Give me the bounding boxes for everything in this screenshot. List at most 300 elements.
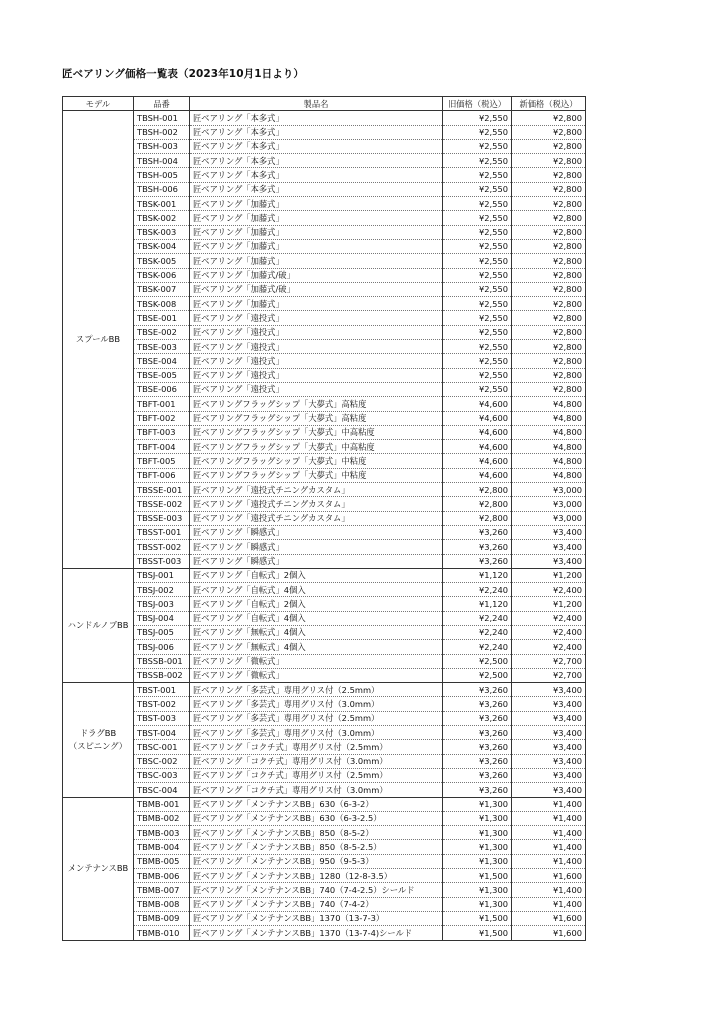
- product-name-cell: 匠ベアリングフラッグシップ「大夢式」中高粘度: [190, 440, 443, 454]
- product-name-cell: 匠ベアリング「加藤式」: [190, 254, 443, 268]
- table-row: [63, 168, 586, 182]
- product-code-cell: TBST-002: [134, 697, 190, 711]
- table-row: [63, 511, 586, 525]
- product-name-cell: 匠ベアリング「加藤式/破」: [190, 282, 443, 296]
- old-price-cell: ¥3,260: [443, 554, 512, 568]
- old-price-cell: ¥1,300: [443, 826, 512, 840]
- product-code-cell: TBSH-005: [134, 168, 190, 182]
- product-name-cell: 匠ベアリング「メンテナンスBB」850（8-5-2）: [190, 826, 443, 840]
- product-name-cell: 匠ベアリング「遠投式」: [190, 340, 443, 354]
- product-name-cell: 匠ベアリング「自転式」4個入: [190, 611, 443, 625]
- product-name-cell: 匠ベアリング「遠投式チニングカスタム」: [190, 483, 443, 497]
- old-price-cell: ¥2,240: [443, 625, 512, 639]
- product-code-cell: TBSK-005: [134, 254, 190, 268]
- product-code-cell: TBSH-006: [134, 182, 190, 196]
- table-row: [63, 368, 586, 382]
- new-price-cell: ¥2,800: [512, 340, 586, 354]
- product-code-cell: TBSE-001: [134, 311, 190, 325]
- new-price-cell: ¥3,400: [512, 540, 586, 554]
- product-code-cell: TBMB-007: [134, 883, 190, 897]
- price-table: [62, 96, 586, 941]
- old-price-cell: ¥2,550: [443, 254, 512, 268]
- new-price-cell: ¥2,800: [512, 282, 586, 296]
- product-name-cell: 匠ベアリング「多芸式」専用グリス付（3.0mm）: [190, 726, 443, 740]
- table-row: [63, 197, 586, 211]
- new-price-cell: ¥4,800: [512, 425, 586, 439]
- old-price-cell: ¥2,550: [443, 340, 512, 354]
- product-name-cell: 匠ベアリング「コクチ式」専用グリス付（3.0mm）: [190, 754, 443, 768]
- product-name-cell: 匠ベアリング「微転式」: [190, 668, 443, 682]
- old-price-cell: ¥2,550: [443, 197, 512, 211]
- product-name-cell: 匠ベアリング「遠投式」: [190, 382, 443, 396]
- product-code-cell: TBSSB-001: [134, 654, 190, 668]
- table-row: [63, 583, 586, 597]
- table-row: [63, 811, 586, 825]
- product-code-cell: TBSE-004: [134, 354, 190, 368]
- header-code: 品番: [134, 97, 190, 111]
- table-row: [63, 268, 586, 282]
- header-model: モデル: [63, 97, 134, 111]
- product-code-cell: TBFT-001: [134, 397, 190, 411]
- new-price-cell: ¥3,000: [512, 497, 586, 511]
- new-price-cell: ¥1,400: [512, 797, 586, 811]
- product-code-cell: TBSST-001: [134, 525, 190, 539]
- product-code-cell: TBSJ-005: [134, 625, 190, 639]
- product-name-cell: 匠ベアリング「遠投式チニングカスタム」: [190, 497, 443, 511]
- product-name-cell: 匠ベアリング「自転式」2個入: [190, 597, 443, 611]
- old-price-cell: ¥4,600: [443, 397, 512, 411]
- new-price-cell: ¥3,400: [512, 697, 586, 711]
- old-price-cell: ¥2,550: [443, 139, 512, 153]
- table-row: [63, 211, 586, 225]
- old-price-cell: ¥2,550: [443, 182, 512, 196]
- new-price-cell: ¥4,800: [512, 454, 586, 468]
- table-row: [63, 468, 586, 482]
- old-price-cell: ¥2,550: [443, 168, 512, 182]
- new-price-cell: ¥1,600: [512, 869, 586, 883]
- table-row: [63, 111, 586, 125]
- product-name-cell: 匠ベアリング「本多式」: [190, 168, 443, 182]
- old-price-cell: ¥1,300: [443, 811, 512, 825]
- table-row: [63, 854, 586, 868]
- new-price-cell: ¥2,400: [512, 611, 586, 625]
- new-price-cell: ¥2,800: [512, 354, 586, 368]
- product-name-cell: 匠ベアリング「メンテナンスBB」740（7-4-2.5）シールド: [190, 883, 443, 897]
- table-row: [63, 497, 586, 511]
- old-price-cell: ¥2,550: [443, 368, 512, 382]
- old-price-cell: ¥3,260: [443, 783, 512, 797]
- product-code-cell: TBFT-004: [134, 440, 190, 454]
- old-price-cell: ¥2,800: [443, 483, 512, 497]
- table-row: [63, 640, 586, 654]
- product-code-cell: TBSE-002: [134, 325, 190, 339]
- table-row: [63, 397, 586, 411]
- new-price-cell: ¥1,400: [512, 897, 586, 911]
- table-row: [63, 897, 586, 911]
- product-code-cell: TBMB-006: [134, 869, 190, 883]
- product-name-cell: 匠ベアリング「遠投式」: [190, 325, 443, 339]
- old-price-cell: ¥2,500: [443, 668, 512, 682]
- product-code-cell: TBSJ-003: [134, 597, 190, 611]
- old-price-cell: ¥1,500: [443, 869, 512, 883]
- new-price-cell: ¥2,800: [512, 182, 586, 196]
- product-name-cell: 匠ベアリング「メンテナンスBB」740（7-4-2）: [190, 897, 443, 911]
- new-price-cell: ¥2,800: [512, 382, 586, 396]
- table-row: [63, 711, 586, 725]
- table-row: [63, 683, 586, 697]
- header-new-price: 新価格（税込）: [512, 97, 586, 111]
- old-price-cell: ¥2,550: [443, 239, 512, 253]
- model-cell: スプールBB: [63, 111, 134, 569]
- old-price-cell: ¥2,550: [443, 154, 512, 168]
- table-row: [63, 225, 586, 239]
- table-row: [63, 826, 586, 840]
- table-row: [63, 797, 586, 811]
- product-code-cell: TBSE-006: [134, 382, 190, 396]
- new-price-cell: ¥2,800: [512, 225, 586, 239]
- new-price-cell: ¥2,400: [512, 583, 586, 597]
- table-row: [63, 425, 586, 439]
- product-name-cell: 匠ベアリング「無転式」4個入: [190, 640, 443, 654]
- product-name-cell: 匠ベアリングフラッグシップ「大夢式」中粘度: [190, 468, 443, 482]
- model-cell: ハンドルノブBB: [63, 568, 134, 682]
- old-price-cell: ¥2,550: [443, 354, 512, 368]
- new-price-cell: ¥2,800: [512, 311, 586, 325]
- new-price-cell: ¥3,400: [512, 783, 586, 797]
- old-price-cell: ¥3,260: [443, 697, 512, 711]
- table-row: [63, 325, 586, 339]
- new-price-cell: ¥1,600: [512, 911, 586, 925]
- product-code-cell: TBSSB-002: [134, 668, 190, 682]
- table-row: [63, 282, 586, 296]
- product-code-cell: TBSSE-003: [134, 511, 190, 525]
- old-price-cell: ¥2,550: [443, 125, 512, 139]
- product-name-cell: 匠ベアリング「無転式」4個入: [190, 625, 443, 639]
- new-price-cell: ¥4,800: [512, 440, 586, 454]
- table-row: [63, 568, 586, 582]
- table-row: [63, 869, 586, 883]
- new-price-cell: ¥3,400: [512, 711, 586, 725]
- product-code-cell: TBSK-008: [134, 297, 190, 311]
- new-price-cell: ¥1,600: [512, 926, 586, 940]
- product-name-cell: 匠ベアリング「遠投式」: [190, 368, 443, 382]
- old-price-cell: ¥4,600: [443, 454, 512, 468]
- new-price-cell: ¥3,400: [512, 768, 586, 782]
- new-price-cell: ¥2,400: [512, 640, 586, 654]
- product-code-cell: TBSC-003: [134, 768, 190, 782]
- product-code-cell: TBSST-003: [134, 554, 190, 568]
- product-code-cell: TBSK-001: [134, 197, 190, 211]
- new-price-cell: ¥3,400: [512, 683, 586, 697]
- new-price-cell: ¥2,800: [512, 197, 586, 211]
- product-code-cell: TBMB-003: [134, 826, 190, 840]
- table-row: [63, 411, 586, 425]
- product-name-cell: 匠ベアリング「自転式」2個入: [190, 568, 443, 582]
- new-price-cell: ¥2,800: [512, 254, 586, 268]
- product-code-cell: TBFT-003: [134, 425, 190, 439]
- old-price-cell: ¥2,550: [443, 282, 512, 296]
- new-price-cell: ¥4,800: [512, 468, 586, 482]
- table-row: [63, 625, 586, 639]
- table-row: [63, 154, 586, 168]
- table-row: [63, 525, 586, 539]
- old-price-cell: ¥3,260: [443, 711, 512, 725]
- new-price-cell: ¥2,800: [512, 368, 586, 382]
- table-row: [63, 354, 586, 368]
- product-code-cell: TBMB-008: [134, 897, 190, 911]
- table-row: [63, 254, 586, 268]
- table-row: [63, 139, 586, 153]
- old-price-cell: ¥3,260: [443, 683, 512, 697]
- old-price-cell: ¥2,240: [443, 611, 512, 625]
- new-price-cell: ¥1,400: [512, 826, 586, 840]
- product-code-cell: TBSJ-004: [134, 611, 190, 625]
- old-price-cell: ¥4,600: [443, 468, 512, 482]
- new-price-cell: ¥2,800: [512, 139, 586, 153]
- product-name-cell: 匠ベアリング「本多式」: [190, 111, 443, 125]
- product-code-cell: TBSK-006: [134, 268, 190, 282]
- product-code-cell: TBSSE-001: [134, 483, 190, 497]
- new-price-cell: ¥2,800: [512, 168, 586, 182]
- table-row: [63, 697, 586, 711]
- new-price-cell: ¥3,400: [512, 726, 586, 740]
- product-name-cell: 匠ベアリング「多芸式」専用グリス付（2.5mm）: [190, 683, 443, 697]
- table-row: [63, 911, 586, 925]
- table-row: [63, 340, 586, 354]
- table-row: [63, 454, 586, 468]
- model-label-line: （スピニング）: [68, 740, 128, 751]
- product-code-cell: TBSE-003: [134, 340, 190, 354]
- model-cell: [63, 683, 134, 797]
- header-product-name: 製品名: [190, 97, 443, 111]
- old-price-cell: ¥2,240: [443, 640, 512, 654]
- new-price-cell: ¥2,800: [512, 297, 586, 311]
- table-row: [63, 754, 586, 768]
- table-row: [63, 768, 586, 782]
- new-price-cell: ¥3,400: [512, 525, 586, 539]
- old-price-cell: ¥3,260: [443, 525, 512, 539]
- product-name-cell: 匠ベアリングフラッグシップ「大夢式」中高粘度: [190, 425, 443, 439]
- new-price-cell: ¥3,000: [512, 511, 586, 525]
- old-price-cell: ¥2,550: [443, 382, 512, 396]
- old-price-cell: ¥1,300: [443, 797, 512, 811]
- product-code-cell: TBFT-006: [134, 468, 190, 482]
- old-price-cell: ¥2,550: [443, 268, 512, 282]
- product-name-cell: 匠ベアリング「加藤式」: [190, 225, 443, 239]
- table-row: [63, 611, 586, 625]
- product-code-cell: TBSK-004: [134, 239, 190, 253]
- product-name-cell: 匠ベアリング「加藤式」: [190, 211, 443, 225]
- old-price-cell: ¥4,600: [443, 440, 512, 454]
- table-row: [63, 668, 586, 682]
- product-code-cell: TBFT-002: [134, 411, 190, 425]
- product-code-cell: TBSJ-002: [134, 583, 190, 597]
- product-name-cell: 匠ベアリング「メンテナンスBB」630（6-3-2.5）: [190, 811, 443, 825]
- new-price-cell: ¥2,800: [512, 325, 586, 339]
- new-price-cell: ¥2,800: [512, 125, 586, 139]
- table-row: [63, 740, 586, 754]
- table-row: [63, 311, 586, 325]
- new-price-cell: ¥2,800: [512, 239, 586, 253]
- product-name-cell: 匠ベアリング「メンテナンスBB」1280（12-8-3.5）: [190, 869, 443, 883]
- new-price-cell: ¥4,800: [512, 397, 586, 411]
- product-code-cell: TBSST-002: [134, 540, 190, 554]
- table-row: [63, 726, 586, 740]
- old-price-cell: ¥3,260: [443, 726, 512, 740]
- product-code-cell: TBSK-007: [134, 282, 190, 296]
- document-title: 匠ベアリング価格一覧表（2023年10月1日より）: [62, 68, 305, 80]
- table-row: [63, 540, 586, 554]
- old-price-cell: ¥4,600: [443, 425, 512, 439]
- product-code-cell: TBMB-001: [134, 797, 190, 811]
- product-code-cell: TBMB-005: [134, 854, 190, 868]
- product-name-cell: 匠ベアリング「メンテナンスBB」950（9-5-3）: [190, 854, 443, 868]
- product-name-cell: 匠ベアリング「本多式」: [190, 125, 443, 139]
- product-name-cell: 匠ベアリング「微転式」: [190, 654, 443, 668]
- new-price-cell: ¥2,800: [512, 154, 586, 168]
- product-name-cell: 匠ベアリング「メンテナンスBB」1370（13-7-3）: [190, 911, 443, 925]
- table-row: [63, 840, 586, 854]
- table-row: [63, 239, 586, 253]
- product-name-cell: 匠ベアリング「瞬感式」: [190, 540, 443, 554]
- new-price-cell: ¥3,400: [512, 554, 586, 568]
- product-code-cell: TBSK-002: [134, 211, 190, 225]
- product-code-cell: TBSK-003: [134, 225, 190, 239]
- old-price-cell: ¥2,550: [443, 311, 512, 325]
- product-code-cell: TBSSE-002: [134, 497, 190, 511]
- product-name-cell: 匠ベアリング「多芸式」専用グリス付（3.0mm）: [190, 697, 443, 711]
- new-price-cell: ¥2,400: [512, 625, 586, 639]
- product-code-cell: TBMB-010: [134, 926, 190, 940]
- table-row: [63, 382, 586, 396]
- table-row: [63, 297, 586, 311]
- product-code-cell: TBSJ-006: [134, 640, 190, 654]
- product-code-cell: TBMB-002: [134, 811, 190, 825]
- product-name-cell: 匠ベアリング「遠投式」: [190, 354, 443, 368]
- old-price-cell: ¥1,500: [443, 911, 512, 925]
- table-row: [63, 883, 586, 897]
- product-name-cell: 匠ベアリング「本多式」: [190, 139, 443, 153]
- old-price-cell: ¥1,120: [443, 568, 512, 582]
- product-name-cell: 匠ベアリングフラッグシップ「大夢式」高粘度: [190, 411, 443, 425]
- old-price-cell: ¥2,550: [443, 225, 512, 239]
- table-row: [63, 597, 586, 611]
- product-name-cell: 匠ベアリング「加藤式」: [190, 239, 443, 253]
- header-row: [63, 97, 586, 111]
- product-code-cell: TBMB-009: [134, 911, 190, 925]
- new-price-cell: ¥3,400: [512, 754, 586, 768]
- new-price-cell: ¥1,400: [512, 854, 586, 868]
- old-price-cell: ¥1,120: [443, 597, 512, 611]
- old-price-cell: ¥1,300: [443, 840, 512, 854]
- product-code-cell: TBSC-002: [134, 754, 190, 768]
- new-price-cell: ¥3,000: [512, 483, 586, 497]
- product-name-cell: 匠ベアリング「遠投式チニングカスタム」: [190, 511, 443, 525]
- product-name-cell: 匠ベアリング「瞬感式」: [190, 554, 443, 568]
- product-name-cell: 匠ベアリング「コクチ式」専用グリス付（3.0mm）: [190, 783, 443, 797]
- new-price-cell: ¥1,400: [512, 883, 586, 897]
- product-name-cell: 匠ベアリング「コクチ式」専用グリス付（2.5mm）: [190, 768, 443, 782]
- old-price-cell: ¥4,600: [443, 411, 512, 425]
- product-name-cell: 匠ベアリングフラッグシップ「大夢式」高粘度: [190, 397, 443, 411]
- old-price-cell: ¥2,550: [443, 325, 512, 339]
- new-price-cell: ¥1,200: [512, 568, 586, 582]
- new-price-cell: ¥2,700: [512, 668, 586, 682]
- new-price-cell: ¥2,800: [512, 111, 586, 125]
- product-code-cell: TBSE-005: [134, 368, 190, 382]
- old-price-cell: ¥3,260: [443, 740, 512, 754]
- product-name-cell: 匠ベアリング「コクチ式」専用グリス付（2.5mm）: [190, 740, 443, 754]
- new-price-cell: ¥2,700: [512, 654, 586, 668]
- old-price-cell: ¥3,260: [443, 754, 512, 768]
- product-name-cell: 匠ベアリングフラッグシップ「大夢式」中粘度: [190, 454, 443, 468]
- table-row: [63, 440, 586, 454]
- product-name-cell: 匠ベアリング「遠投式」: [190, 311, 443, 325]
- header-old-price: 旧価格（税込）: [443, 97, 512, 111]
- table-row: [63, 926, 586, 940]
- price-table-body: [63, 111, 586, 940]
- old-price-cell: ¥3,260: [443, 540, 512, 554]
- product-name-cell: 匠ベアリング「自転式」4個入: [190, 583, 443, 597]
- product-code-cell: TBSC-001: [134, 740, 190, 754]
- product-code-cell: TBSH-003: [134, 139, 190, 153]
- product-name-cell: 匠ベアリング「本多式」: [190, 182, 443, 196]
- new-price-cell: ¥2,800: [512, 211, 586, 225]
- old-price-cell: ¥2,550: [443, 297, 512, 311]
- old-price-cell: ¥2,500: [443, 654, 512, 668]
- table-row: [63, 554, 586, 568]
- product-name-cell: 匠ベアリング「加藤式」: [190, 197, 443, 211]
- old-price-cell: ¥1,500: [443, 926, 512, 940]
- product-code-cell: TBMB-004: [134, 840, 190, 854]
- old-price-cell: ¥1,300: [443, 897, 512, 911]
- product-code-cell: TBSJ-001: [134, 568, 190, 582]
- product-name-cell: 匠ベアリング「本多式」: [190, 154, 443, 168]
- product-name-cell: 匠ベアリング「瞬感式」: [190, 525, 443, 539]
- table-row: [63, 783, 586, 797]
- product-code-cell: TBST-003: [134, 711, 190, 725]
- product-code-cell: TBST-004: [134, 726, 190, 740]
- model-label-line: ドラグBB: [79, 728, 117, 738]
- product-code-cell: TBSH-001: [134, 111, 190, 125]
- product-name-cell: 匠ベアリング「加藤式」: [190, 297, 443, 311]
- product-name-cell: 匠ベアリング「多芸式」専用グリス付（2.5mm）: [190, 711, 443, 725]
- product-code-cell: TBSC-004: [134, 783, 190, 797]
- old-price-cell: ¥3,260: [443, 768, 512, 782]
- new-price-cell: ¥3,400: [512, 740, 586, 754]
- model-cell: メンテナンスBB: [63, 797, 134, 940]
- new-price-cell: ¥1,200: [512, 597, 586, 611]
- old-price-cell: ¥1,300: [443, 854, 512, 868]
- product-name-cell: 匠ベアリング「加藤式/破」: [190, 268, 443, 282]
- table-row: [63, 182, 586, 196]
- product-code-cell: TBSH-004: [134, 154, 190, 168]
- table-row: [63, 483, 586, 497]
- old-price-cell: ¥2,550: [443, 211, 512, 225]
- old-price-cell: ¥2,240: [443, 583, 512, 597]
- old-price-cell: ¥2,800: [443, 511, 512, 525]
- old-price-cell: ¥2,800: [443, 497, 512, 511]
- new-price-cell: ¥1,400: [512, 840, 586, 854]
- product-code-cell: TBST-001: [134, 683, 190, 697]
- new-price-cell: ¥1,400: [512, 811, 586, 825]
- old-price-cell: ¥2,550: [443, 111, 512, 125]
- table-row: [63, 654, 586, 668]
- product-code-cell: TBSH-002: [134, 125, 190, 139]
- product-name-cell: 匠ベアリング「メンテナンスBB」850（8-5-2.5）: [190, 840, 443, 854]
- product-name-cell: 匠ベアリング「メンテナンスBB」630（6-3-2）: [190, 797, 443, 811]
- product-name-cell: 匠ベアリング「メンテナンスBB」1370（13-7-4)シールド: [190, 926, 443, 940]
